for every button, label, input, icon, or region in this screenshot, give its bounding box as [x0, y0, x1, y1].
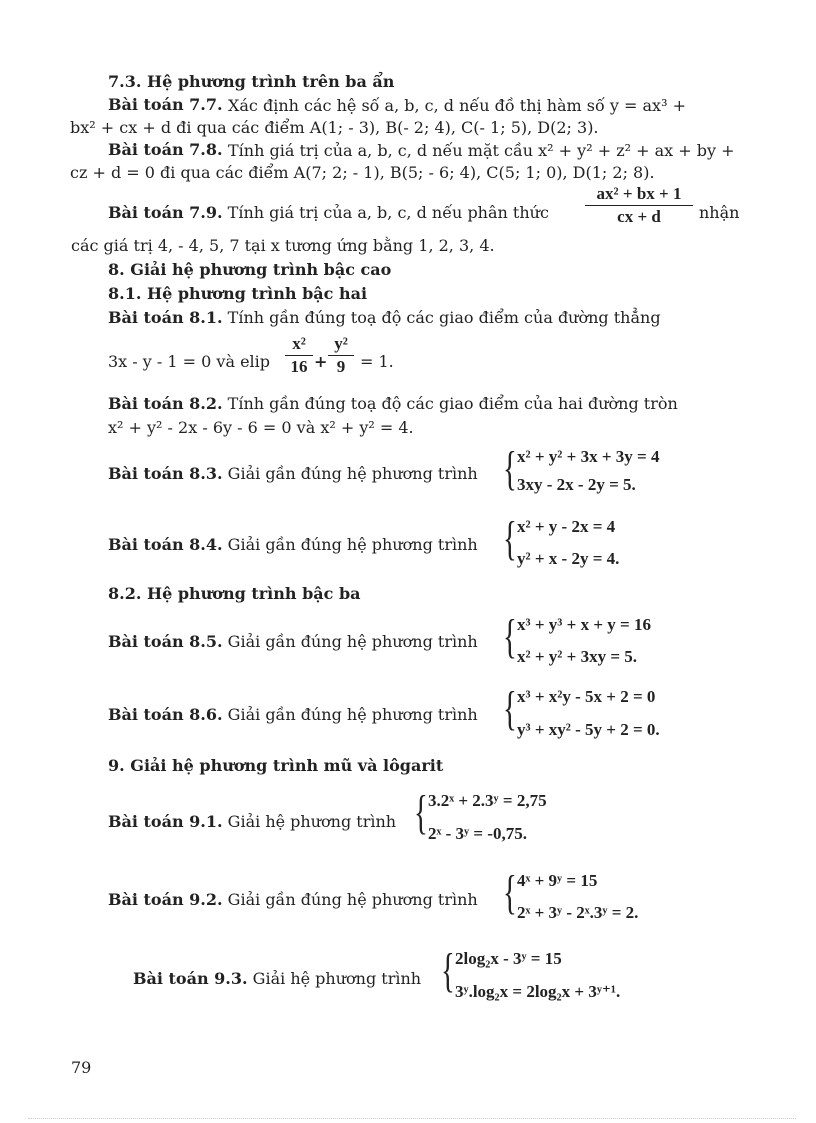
problem-text: Giải gần đúng hệ phương trình	[227, 705, 478, 724]
problem-8-3	[108, 464, 478, 484]
denominator: cx + d	[617, 207, 661, 226]
brace-symbol: {	[503, 866, 517, 919]
problem-7-9	[108, 203, 549, 223]
denominator: 16	[290, 357, 308, 376]
problem-7-9-continued: các giá trị 4, - 4, 5, 7 tại x tương ứng bằng 1, 2, 3, 4.	[71, 236, 495, 255]
problem-label: Bài toán 7.8.	[108, 140, 223, 159]
problem-7-8-text: Tính giá trị của a, b, c, d nếu mặt cầu x² + y² + z² + ax + by + cz + d = 0 đi qua các điểm A(7; 2; - 1), B(5; - 6; 4), C(5; 1; 0), D(1; 2; 8).	[70, 141, 735, 182]
equation-row: 4ˣ + 9ʸ = 15	[517, 871, 598, 890]
problem-label: Bài toán 9.2.	[108, 890, 223, 909]
problem-label: Bài toán 8.2.	[108, 394, 223, 413]
section-title-8-2: 8.2. Hệ phương trình bậc ba	[108, 584, 361, 603]
problem-label: Bài toán 9.1.	[108, 812, 223, 831]
equation-row: 2ˣ + 3ʸ - 2ˣ.3ʸ = 2.	[517, 903, 639, 922]
denominator: 9	[336, 357, 346, 376]
equation-row: y³ + xy² - 5y + 2 = 0.	[517, 720, 660, 739]
equation-row: y² + x - 2y = 4.	[517, 549, 620, 568]
equation-row: 3xy - 2x - 2y = 5.	[517, 475, 636, 494]
equation-row: 2log₂x - 3ʸ = 15	[455, 949, 562, 968]
brace-symbol: {	[503, 682, 517, 735]
problem-8-2	[108, 394, 678, 414]
problem-text: Giải gần đúng hệ phương trình	[227, 890, 478, 909]
problem-8-1	[108, 308, 661, 328]
fraction-bar	[328, 355, 354, 356]
problem-text: Tính gần đúng toạ độ các giao điểm của hai đường tròn	[227, 394, 678, 413]
equation-row: x² + y² + 3x + 3y = 4	[517, 447, 660, 466]
problem-text: Giải gần đúng hệ phương trình	[227, 464, 478, 483]
fraction-ax2	[585, 184, 693, 227]
numerator: ax² + bx + 1	[596, 184, 682, 203]
problem-label: Bài toán 8.6.	[108, 705, 223, 724]
brace-symbol: {	[503, 610, 517, 663]
equation-row: 2ˣ - 3ʸ = -0,75.	[428, 824, 527, 843]
brace-symbol: {	[503, 512, 517, 565]
numerator: y²	[334, 334, 348, 353]
numerator: x²	[292, 334, 306, 353]
problem-text: Giải hệ phương trình	[252, 969, 422, 988]
section-title-9: 9. Giải hệ phương trình mũ và lôgarit	[108, 756, 444, 775]
section-title-7-3: 7.3. Hệ phương trình trên ba ẩn	[108, 72, 395, 91]
fraction-bar	[285, 355, 313, 356]
equation-row: x² + y² + 3xy = 5.	[517, 647, 638, 666]
problem-8-4	[108, 535, 478, 555]
fraction-x2-16	[285, 334, 313, 377]
equation-end: = 1.	[360, 352, 394, 371]
equation-row: x² + y - 2x = 4	[517, 517, 616, 536]
equation-row: 3ʸ.log₂x = 2log₂x + 3ʸ⁺¹.	[455, 982, 621, 1001]
problem-label: Bài toán 8.5.	[108, 632, 223, 651]
page-number: 79	[71, 1058, 92, 1077]
problem-label: Bài toán 7.9.	[108, 203, 223, 222]
brace-symbol: {	[441, 944, 455, 997]
problem-text: Tính giá trị của a, b, c, d nếu phân thức	[227, 203, 549, 222]
problem-9-2	[108, 890, 478, 910]
problem-text-nhan: nhận	[699, 203, 740, 222]
problem-label: Bài toán 8.4.	[108, 535, 223, 554]
problem-text: Giải gần đúng hệ phương trình	[227, 535, 478, 554]
equation-row: 3.2ˣ + 2.3ʸ = 2,75	[428, 791, 547, 810]
problem-9-1	[108, 812, 396, 832]
problem-label: Bài toán 7.7.	[108, 95, 223, 114]
section-title-8-1: 8.1. Hệ phương trình bậc hai	[108, 284, 368, 303]
problem-9-3	[133, 969, 421, 989]
problem-text: Tính gần đúng toạ độ các giao điểm của đường thẳng	[227, 308, 661, 327]
section-title-8: 8. Giải hệ phương trình bậc cao	[108, 260, 392, 279]
equation-line: x² + y² - 2x - 6y - 6 = 0 và x² + y² = 4.	[108, 418, 414, 437]
problem-label: Bài toán 8.3.	[108, 464, 223, 483]
problem-text: Giải hệ phương trình	[227, 812, 397, 831]
fraction-y2-9	[328, 334, 354, 377]
problem-text: Giải gần đúng hệ phương trình	[227, 632, 478, 651]
plus-sign: +	[314, 352, 328, 371]
problem-8-6	[108, 705, 478, 725]
problem-label: Bài toán 8.1.	[108, 308, 223, 327]
equation-row: x³ + x²y - 5x + 2 = 0	[517, 687, 656, 706]
page-bottom-divider	[28, 1118, 796, 1119]
brace-symbol: {	[414, 786, 428, 839]
fraction-bar	[585, 205, 693, 206]
problem-label: Bài toán 9.3.	[133, 969, 248, 988]
problem-8-5	[108, 632, 478, 652]
brace-symbol: {	[503, 442, 517, 495]
equation-line: 3x - y - 1 = 0 và elip	[108, 352, 271, 371]
equation-row: x³ + y³ + x + y = 16	[517, 615, 651, 634]
problem-7-7-text: Xác định các hệ số a, b, c, d nếu đồ thị hàm số y = ax³ + bx² + cx + d đi qua các điểm A(1; - 3), B(- 2; 4), C(- 1; 5), D(2; 3).	[70, 96, 686, 137]
